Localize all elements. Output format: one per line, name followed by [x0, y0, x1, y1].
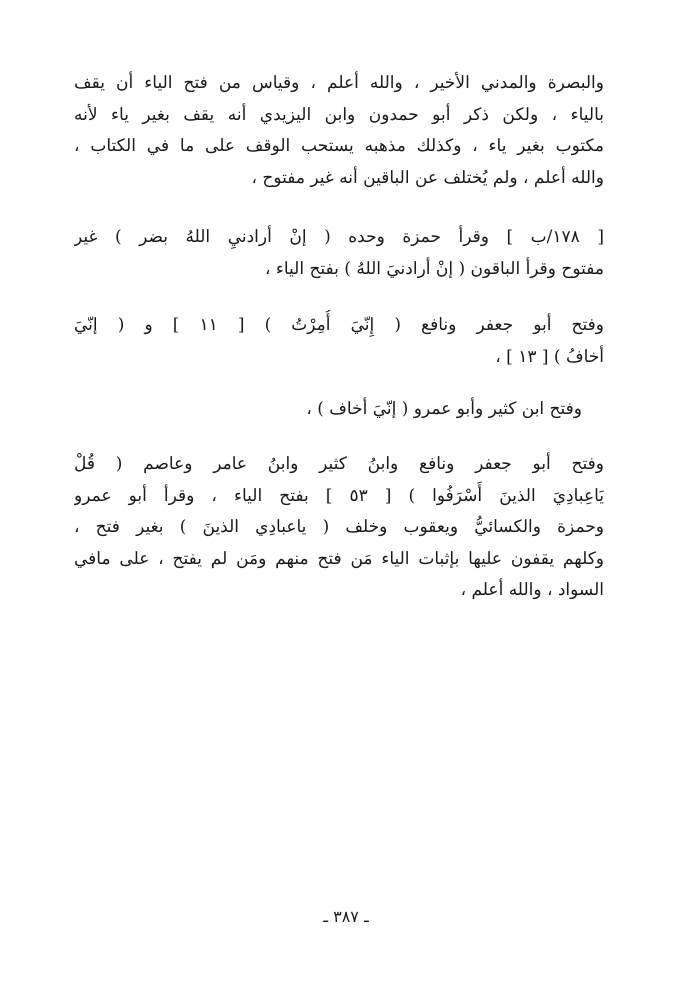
text-line: السواد ، والله أعلم ، — [460, 580, 604, 600]
paragraph-3 — [74, 310, 604, 373]
text-line: وحمزة والكسائيُّ ويعقوب وخلف ( ياعبادِي الذينَ ) بغير فتح ، — [74, 517, 604, 537]
paragraph-2 — [74, 222, 604, 285]
page-number: ـ ٣٨٧ ـ — [323, 907, 369, 926]
text-line: مكتوب بغير ياء ، وكذلك مذهبه يستحب الوقف على ما في الكتاب ، — [74, 136, 604, 156]
text-line: والبصرة والمدني الأخير ، والله أعلم ، وقياس من فتح الياء أن يقف — [74, 73, 604, 93]
text-line: يَاعِبادِيَ الذينَ أَسْرَفُوا ) [ ٥٣ ] بفتح الياء ، وقرأ أبو عمرو — [74, 485, 604, 506]
text-line: وفتح أبو جعفر ونافع ( إِنّيَ أُمِرْتُ ) [ ١١ ] و ( إنّيَ — [74, 315, 604, 335]
paragraph-5 — [74, 449, 604, 607]
text-line: وكلهم يقفون عليها بإثبات الياء مَن فتح منهم ومَن لم يفتح ، على مافي — [74, 548, 604, 569]
text-line: أخافُ ) [ ١٣ ] ، — [495, 346, 604, 367]
text-line: بالياء ، ولكن ذكر أبو حمدون وابن اليزيدي أنه يقف بغير ياء لأنه — [74, 104, 604, 125]
paragraph-4 — [74, 394, 604, 426]
text-line: وفتح أبو جعفر ونافع وابنُ كثير وابنُ عامر وعاصم ( قُلْ — [74, 454, 604, 474]
text-line: [ ١٧٨/ب ] وقرأ حمزة وحده ( إنْ أرادنيِ اللهُ بضر ) غير — [74, 227, 604, 247]
paragraph-1 — [74, 68, 604, 194]
text-line: وفتح ابن كثير وأبو عمرو ( إنّيَ أخاف ) ، — [306, 399, 582, 419]
text-line: مفتوح وقرأ الباقون ( إنْ أرادنيَ اللهُ ) بفتح الياء ، — [264, 258, 604, 279]
text-line: والله أعلم ، ولم يُختلف عن الباقين أنه غير مفتوح ، — [251, 167, 604, 188]
